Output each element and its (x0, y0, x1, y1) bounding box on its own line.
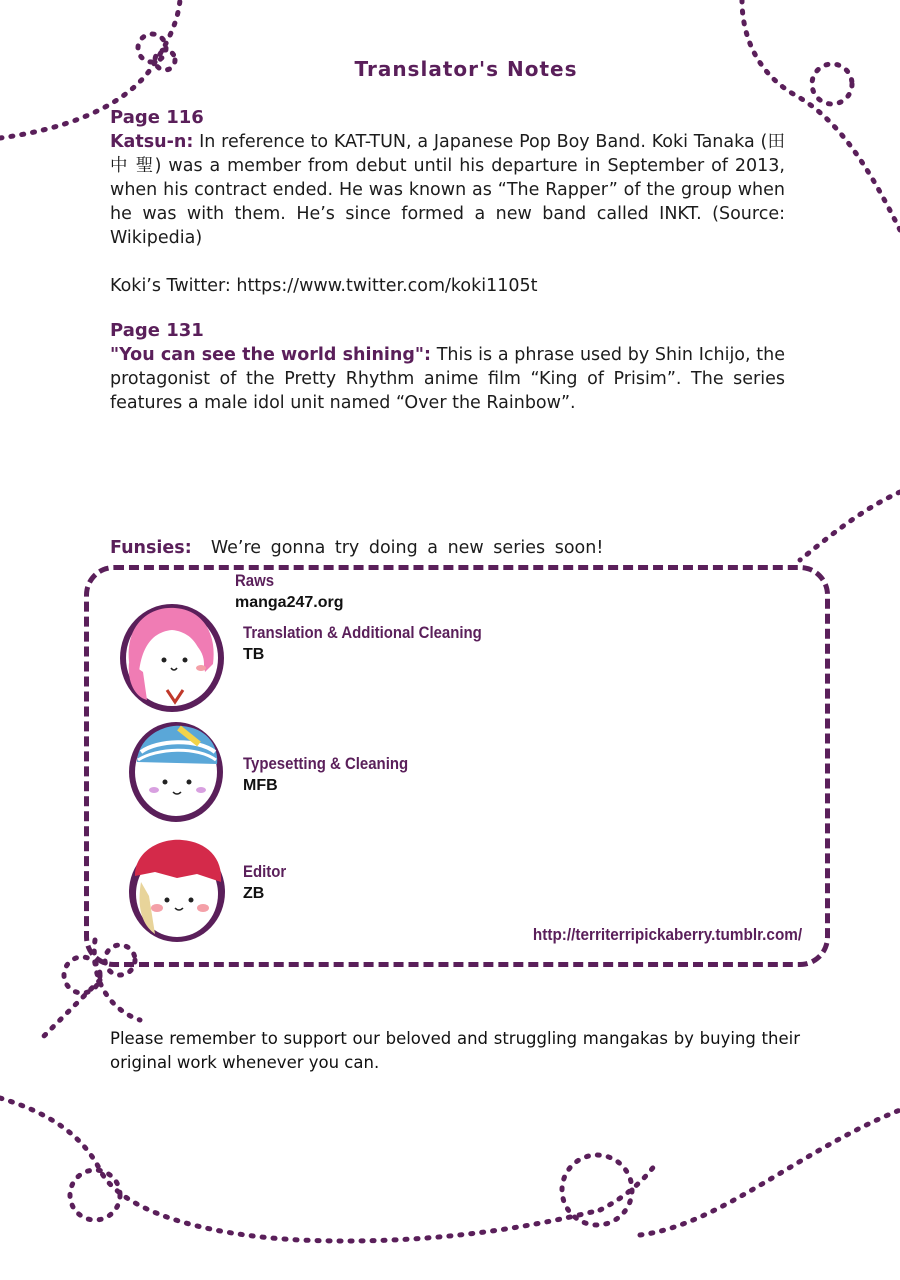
note-page-heading: Page 131 (110, 320, 204, 341)
note-page-heading: Page 116 (110, 107, 204, 128)
note-extra-twitter: Koki’s Twitter: https://www.twitter.com/koki1105t (110, 276, 538, 296)
note-term: Katsu-n: (110, 132, 194, 152)
credit-role-typesetting: Typesetting & Cleaning (243, 754, 409, 773)
support-message: Please remember to support our beloved and struggling mangakas by buying their original work whenever you can. (110, 1029, 800, 1072)
striped-hat-avatar-icon (127, 720, 225, 825)
note-body (110, 130, 785, 250)
credit-name-translation: TB (243, 646, 265, 663)
note-text: This is a phrase used by Shin Ichijo, the protagonist of the Pretty Rhythm anime film “King of Prisim”. The series features a male idol unit named “Over the Rainbow”. (110, 345, 785, 413)
credit-name-typesetting: MFB (243, 777, 278, 794)
note-page-116 (110, 106, 785, 298)
credit-name-editor: ZB (243, 885, 265, 902)
note-body (110, 343, 785, 415)
funsies-text: We’re gonna try doing a new series soon! (210, 538, 604, 558)
credit-role-translation: Translation & Additional Cleaning (243, 623, 482, 642)
pink-haired-girl-avatar-icon (117, 602, 227, 714)
credit-role-editor: Editor (243, 862, 287, 881)
red-hat-avatar-icon (127, 836, 227, 944)
credit-name-raws: manga247.org (235, 594, 344, 611)
page-title: Translator's Notes (354, 57, 578, 81)
note-term: "You can see the world shining": (110, 345, 432, 365)
website-link[interactable]: http://territerripickaberry.tumblr.com/ (532, 925, 802, 944)
note-text: In reference to KAT-TUN, a Japanese Pop Boy Band. Koki Tanaka (田中 聖) was a member from debut until his departure in September of 2013, when his contract ended. He was known as “The Rapper” of the group when he was with them. He’s since formed a new band called INKT. (Source: Wikipedia) (110, 132, 785, 248)
funsies-line (110, 536, 785, 560)
funsies-label: Funsies: (110, 538, 192, 558)
note-page-131 (110, 319, 785, 415)
credit-role-raws: Raws (235, 571, 275, 590)
